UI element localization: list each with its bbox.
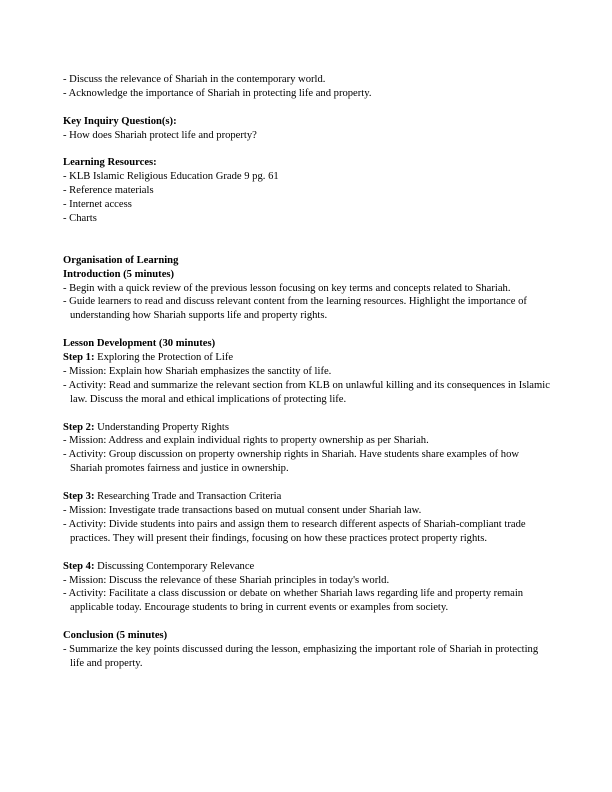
step-4 [63,560,553,616]
step-mission: - Mission: Address and explain individual rights to property ownership as per Shariah. [63,435,429,447]
step-heading [63,490,553,504]
step-2 [63,421,553,477]
step-activity: - Activity: Divide students into pairs and assign them to research different aspects of Shariah-compliant trade practices. They will present their findings, focusing on how these practices protect property rights. [63,518,526,544]
resource-item: - Charts [63,213,97,225]
step-title: Exploring the Protection of Life [94,352,234,364]
step-label: Step 1: [63,352,95,364]
lesson-development-heading: Lesson Development (30 minutes) [63,338,216,350]
conclusion-heading: Conclusion (5 minutes) [63,630,168,642]
step-title: Understanding Property Rights [94,421,229,433]
introduction-heading: Introduction (5 minutes) [63,268,175,280]
step-activity: - Activity: Facilitate a class discussion or debate on whether Shariah laws regarding life and property remain applicable today. Encourage students to bring in current events or examples from society. [63,588,524,614]
conclusion-item: - Summarize the key points discussed during the lesson, emphasizing the important role of Shariah in protecting life and property. [63,644,539,669]
step-label: Step 4: [63,560,95,572]
introduction-item: - Guide learners to read and discuss relevant content from the learning resources. Highlight the importance of understanding how Shariah supports life and property rights. [63,296,527,322]
step-1 [63,351,553,407]
organisation-heading: Organisation of Learning [63,254,179,266]
step-mission: - Mission: Discuss the relevance of these Shariah principles in today's world. [63,574,390,586]
step-3 [63,490,553,546]
step-heading [63,351,553,365]
step-heading [63,560,553,574]
conclusion-section [63,629,553,671]
key-inquiry-section [63,115,553,143]
step-label: Step 2: [63,421,95,433]
step-title: Discussing Contemporary Relevance [94,560,255,572]
step-activity: - Activity: Read and summarize the relevant section from KLB on unlawful killing and its consequences in Islamic law. Discuss the moral and ethical implications of protecting life. [63,379,550,405]
objective-item: - Discuss the relevance of Shariah in the contemporary world. [63,74,326,85]
learning-resources-heading: Learning Resources: [63,157,157,169]
objective-item: - Acknowledge the importance of Shariah in protecting life and property. [63,87,372,99]
lesson-plan-body [63,73,553,671]
key-inquiry-heading: Key Inquiry Question(s): [63,115,177,127]
introduction-item: - Begin with a quick review of the previous lesson focusing on key terms and concepts related to Shariah. [63,282,511,294]
lesson-development-section [63,337,553,615]
step-activity: - Activity: Group discussion on property ownership rights in Shariah. Have students share examples of how Shariah promotes fairness and justice in ownership. [63,449,520,475]
learning-resources-section [63,156,553,226]
introduction-section [63,268,553,324]
step-heading [63,421,553,435]
step-label: Step 3: [63,491,95,503]
resource-item: - Reference materials [63,185,154,197]
organisation-section [63,254,553,671]
resource-item: - Internet access [63,199,132,211]
objectives-list [63,73,553,101]
step-mission: - Mission: Investigate trade transactions based on mutual consent under Shariah law. [63,505,422,516]
step-mission: - Mission: Explain how Shariah emphasizes the sanctity of life. [63,365,332,377]
step-title: Researching Trade and Transaction Criteria [94,491,282,503]
resource-item: - KLB Islamic Religious Education Grade 9 pg. 61 [63,171,279,183]
inquiry-question: - How does Shariah protect life and property? [63,129,257,141]
